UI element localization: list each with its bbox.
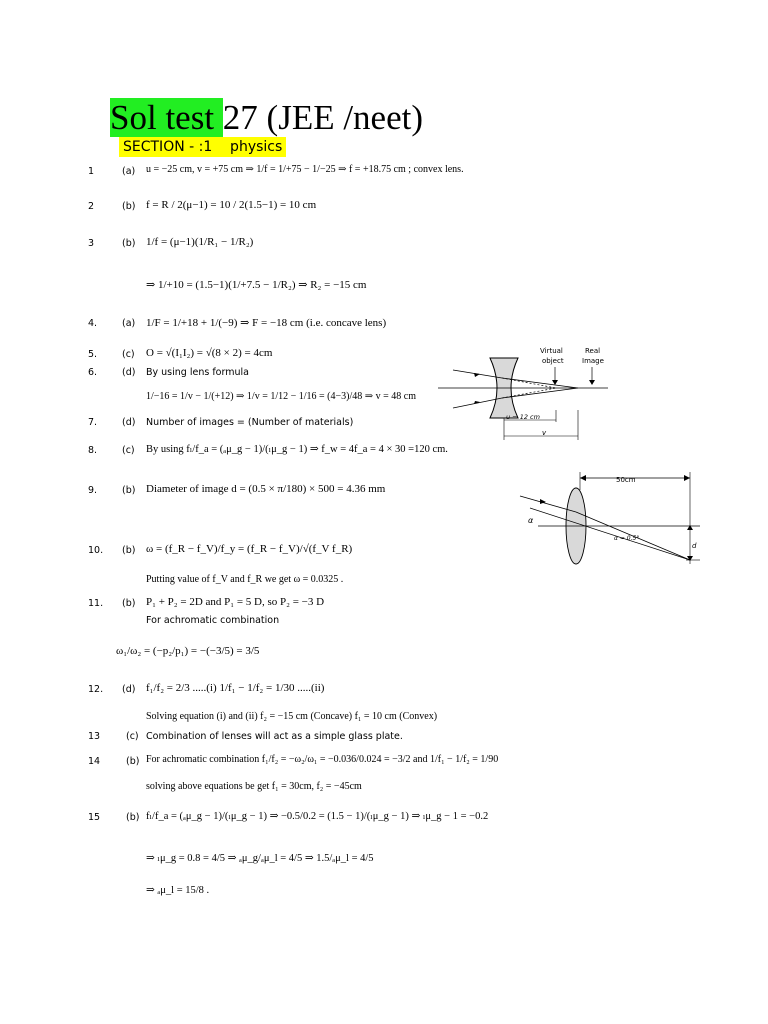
question-number: 13 <box>88 731 101 742</box>
label-real: Real <box>585 347 601 355</box>
question-number: 2 <box>88 201 95 212</box>
arrowhead <box>552 380 558 385</box>
answer-math-line3: ω₁/ω₂ = (−p₂/p₁) = −(−3/5) = 3/5 <box>116 645 260 657</box>
arrowhead <box>589 380 595 385</box>
answer-option: (b) <box>126 812 140 823</box>
answer-option: (b) <box>122 485 136 496</box>
answer-option: (b) <box>122 238 136 249</box>
answer-math: 1/f = (μ−1)(1/R₁ − 1/R₂) <box>146 236 254 248</box>
answer-math-line2: Putting value of f_V and f_R we get ω = 0.0325 . <box>146 574 344 585</box>
question-number: 7. <box>88 417 98 428</box>
question-number: 12. <box>88 684 104 695</box>
answer-math: O = √(I₁I₂) = √(8 × 2) = 4cm <box>146 347 273 359</box>
answer-option: (d) <box>122 684 136 695</box>
answer-math-line3: ⇒ ₐμ_l = 15/8 . <box>146 885 210 896</box>
answer-math: 1/F = 1/+18 + 1/(−9) ⇒ F = −18 cm (i.e. concave lens) <box>146 317 387 329</box>
arrowhead <box>580 475 586 481</box>
question-number: 9. <box>88 485 98 496</box>
label-object: object <box>542 357 564 365</box>
arrowhead <box>474 373 480 377</box>
label-alpha: α <box>528 516 534 525</box>
answer-math: fₗ/f_a = (ₐμ_g − 1)/(ₗμ_g − 1) ⇒ −0.5/0.2 = (1.5 − 1)/(ₗμ_g − 1) ⇒ ₗμ_g − 1 = −0.2 <box>146 811 489 822</box>
answer-option: (c) <box>122 445 135 456</box>
answer-math: By using fₗ/f_a = (ₐμ_g − 1)/(ₗμ_g − 1) ⇒ f_w = 4f_a = 4 × 30 =120 cm. <box>146 444 448 455</box>
question-number: 15 <box>88 812 101 823</box>
label-d: d <box>692 542 697 550</box>
answer-math: u = −25 cm, v = +75 cm ⇒ 1/f = 1/+75 − 1/−25 ⇒ f = +18.75 cm ; convex lens. <box>146 164 464 175</box>
concave-lens-diagram <box>438 340 608 445</box>
section-heading: SECTION - :1 physics <box>119 137 286 157</box>
answer-math: f₁/f₂ = 2/3 .....(i) 1/f₁ − 1/f₂ = 1/30 .....(ii) <box>146 682 325 694</box>
answer-math: P₁ + P₂ = 2D and P₁ = 5 D, so P₂ = −3 D <box>146 596 325 608</box>
answer-math: For achromatic combination f₁/f₂ = −ω₂/ω₁ = −0.036/0.024 = −3/2 and 1/f₁ − 1/f₂ = 1/90 <box>146 754 499 765</box>
convex-lens-diagram <box>510 468 700 573</box>
question-number: 14 <box>88 756 101 767</box>
question-number: 10. <box>88 545 104 556</box>
question-number: 4. <box>88 318 98 329</box>
question-number: 5. <box>88 349 98 360</box>
answer-option: (d) <box>122 367 136 378</box>
answer-option: (a) <box>122 166 136 177</box>
question-number: 1 <box>88 166 95 177</box>
question-number: 6. <box>88 367 98 378</box>
arrowhead <box>684 475 690 481</box>
question-number: 11. <box>88 598 104 609</box>
answer-math-line2: ⇒ 1/+10 = (1.5−1)(1/+7.5 − 1/R₂) ⇒ R₂ = −15 cm <box>146 279 367 291</box>
label-angle: α = 0.5° <box>614 535 640 542</box>
answer-option: (d) <box>122 417 136 428</box>
page-title <box>110 98 423 138</box>
question-number: 3 <box>88 238 95 249</box>
answer-math: f = R / 2(μ−1) = 10 / 2(1.5−1) = 10 cm <box>146 199 317 211</box>
label-distance: 50cm <box>616 476 636 484</box>
answer-text: Combination of lenses will act as a simple glass plate. <box>146 731 403 742</box>
answer-math: Diameter of image d = (0.5 × π/180) × 500 = 4.36 mm <box>146 483 386 495</box>
label-image: Image <box>582 357 604 365</box>
label-u: u = 12 cm <box>506 413 540 421</box>
label-v: v <box>542 429 547 437</box>
answer-option: (b) <box>122 545 136 556</box>
chief-ray <box>530 508 690 560</box>
answer-option: (b) <box>122 598 136 609</box>
answer-math: ω = (f_R − f_V)/f_y = (f_R − f_V)/√(f_V f_R) <box>146 543 353 555</box>
answer-math-line2: Solving equation (i) and (ii) f₂ = −15 cm (Concave) f₁ = 10 cm (Convex) <box>146 711 438 722</box>
answer-text: By using lens formula <box>146 367 249 378</box>
answer-option: (b) <box>122 201 136 212</box>
label-virtual: Virtual <box>540 347 563 355</box>
refracted-ray-top <box>502 378 578 388</box>
answer-option: (b) <box>126 756 140 767</box>
answer-math-line2: solving above equations be get f₁ = 30cm, f₂ = −45cm <box>146 781 362 792</box>
answer-math-line2: 1/−16 = 1/v − 1/(+12) ⇒ 1/v = 1/12 − 1/16 = (4−3)/48 ⇒ v = 48 cm <box>146 391 416 402</box>
answer-option: (c) <box>122 349 135 360</box>
answer-option: (a) <box>122 318 136 329</box>
question-number: 8. <box>88 445 98 456</box>
title-highlight: Sol test <box>110 98 223 137</box>
refracted-ray-bottom <box>502 388 578 398</box>
answer-option: (c) <box>126 731 139 742</box>
answer-math-line2: ⇒ ₗμ_g = 0.8 = 4/5 ⇒ ₐμ_g/ₐμ_l = 4/5 ⇒ 1.5/ₐμ_l = 4/5 <box>146 853 374 864</box>
answer-text: Number of images = (Number of materials) <box>146 417 354 428</box>
answer-text: For achromatic combination <box>146 615 280 626</box>
title-rest: 27 (JEE /neet) <box>222 98 424 137</box>
